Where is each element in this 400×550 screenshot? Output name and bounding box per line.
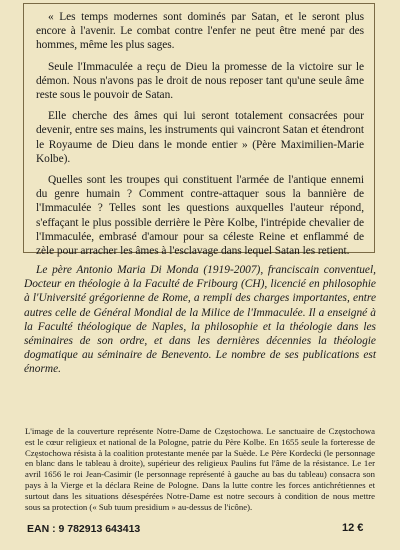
quote-paragraph-4: Quelles sont les troupes qui constituent l'armée de l'antique ennemi du genre humain ? Comment contre-attaquer sous la bannière de l'Immaculée ? Telles sont les questions auxquelles l'auteur répond, s'effaçant le plus possible derrière le Père Kolbe, l'intrépide chevalier de l'Immaculée, embrasé d'amour pour sa céleste Reine et enflammé de zèle pour arracher les âmes à l'esclavage dans lequel Satan les retient. xyxy=(36,174,364,258)
ean-code: EAN : 9 782913 643413 xyxy=(27,523,141,535)
quote-paragraph-3: Elle cherche des âmes qui lui seront totalement consacrées pour devenir, entre ses mains, les instruments qui vaincront Satan et étendront le Royaume de Dieu dans le monde entier » (Père Maximilien-Marie Kolbe). xyxy=(36,110,364,165)
price-label: 12 € xyxy=(342,522,364,534)
quote-paragraph-2: Seule l'Immaculée a reçu de Dieu la promesse de la victoire sur le démon. Nous n'avons pas le droit de nous reposer tant qu'une seule âme reste sous le pouvoir de Satan. xyxy=(36,60,364,102)
quote-paragraph-1: « Les temps modernes sont dominés par Satan, et le seront plus encore à l'avenir. Le combat contre l'enfer ne peut être mené par des hommes, même les plus sages. xyxy=(36,11,364,52)
quote-box xyxy=(23,3,375,258)
cover-image-note: L'image de la couverture représente Notre-Dame de Częstochowa. Le sanctuaire de Częstochowa est le cœur religieux et national de la Pologne, patrie du Père Kolbe. En 1655 seule la forteresse de Częstochowa résista à la coalition protestante menée par la Suède. Le Père Kordecki (le personnage en blanc dans le tableau à droite), supérieur des religieux Paulins fut l'âme de la résistance. Le 1er avril 1656 le roi Jean-Casimir (le personnage représenté à gauche au bas du tableau) consacra son pays à la Vierge et la déclara Reine de Pologne. Dans la lutte contre les forces antichrétiennes et surtout dans les situations désespérées Notre-Dame est notre secours à condition de nous mettre sous sa protection (« Sub tuum presidium » au-dessus de l'icône). xyxy=(25,426,375,512)
author-biography: Le père Antonio Maria Di Monda (1919-2007), franciscain conventuel, Docteur en théologie à la Faculté de Fribourg (CH), licencié en philosophie à l'Université grégorienne de Rome, a rempli des charges importantes, entre autres celle de Général Mondial de la Milice de l'Immaculée. Il a enseigné à la Faculté théologique de Naples, la philosophie et la théologie dans les séminaires de son ordre, et dans les dernières décennies la théologie dogmatique au séminaire de Benevento. Le nombre de ses publications est énorme. xyxy=(24,264,376,376)
